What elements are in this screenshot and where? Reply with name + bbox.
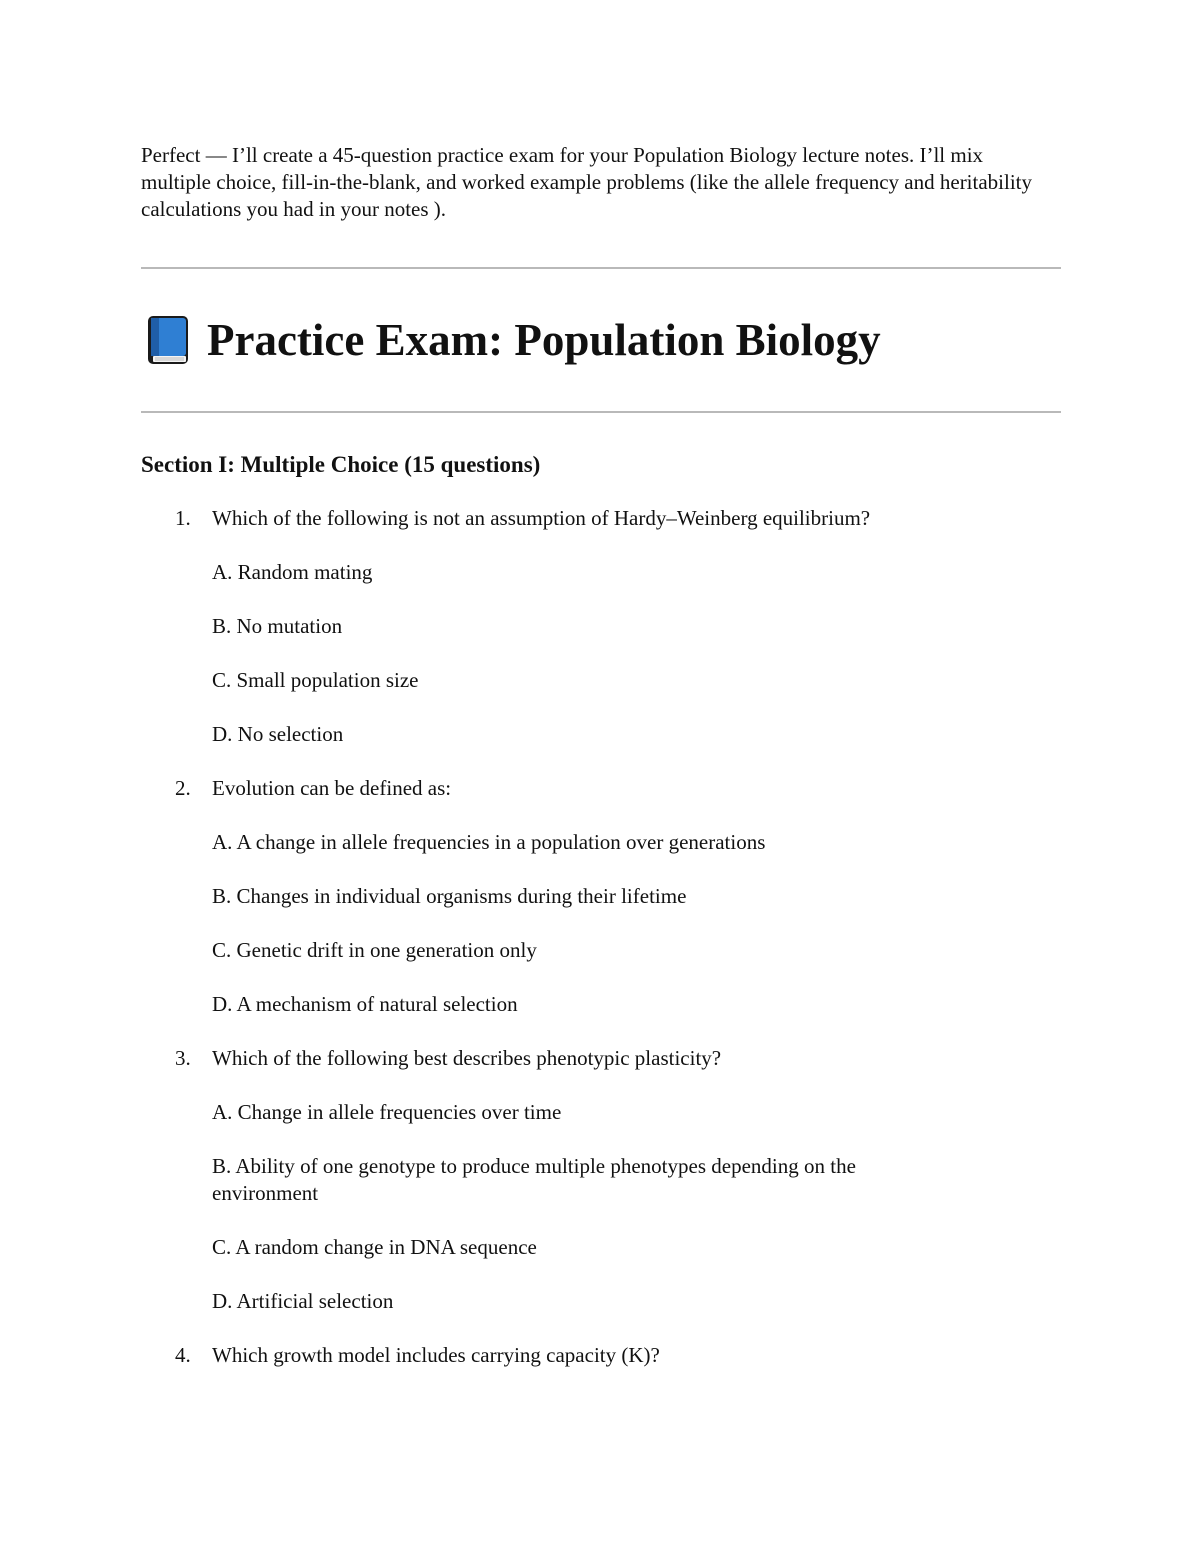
answer-option: C. A random change in DNA sequence — [212, 1235, 537, 1259]
question-item — [141, 1045, 1061, 1315]
divider — [141, 411, 1061, 413]
answer-option: D. No selection — [212, 722, 344, 746]
question-number: 2. — [175, 776, 191, 800]
question-text: Which of the following is not an assumption of Hardy–Weinberg equilibrium? — [212, 506, 871, 530]
answer-option: B. No mutation — [212, 614, 343, 638]
answer-option: C. Genetic drift in one generation only — [212, 938, 537, 962]
question-item — [141, 775, 1061, 1018]
question-number: 3. — [175, 1046, 191, 1070]
answer-option: B. Ability of one genotype to produce multiple phenotypes depending on the environment — [212, 1154, 856, 1205]
page-title: Practice Exam: Population Biology — [207, 315, 881, 365]
title-row — [141, 311, 1061, 369]
answer-option: C. Small population size — [212, 668, 419, 692]
section-heading: Section I: Multiple Choice (15 questions) — [141, 452, 541, 477]
answer-option: D. A mechanism of natural selection — [212, 992, 518, 1016]
answer-option: A. Change in allele frequencies over time — [212, 1100, 562, 1124]
question-text: Which of the following best describes phenotypic plasticity? — [212, 1046, 722, 1070]
divider — [141, 267, 1061, 269]
answer-option: A. Random mating — [212, 560, 373, 584]
question-number: 1. — [175, 506, 191, 530]
question-text: Which growth model includes carrying capacity (K)? — [212, 1343, 660, 1367]
question-item — [141, 1342, 1061, 1369]
document-page — [141, 142, 1061, 1369]
answer-option: B. Changes in individual organisms during their lifetime — [212, 884, 687, 908]
question-item — [141, 505, 1061, 748]
book-icon — [146, 314, 190, 366]
question-number: 4. — [175, 1343, 191, 1367]
intro-paragraph: Perfect — I’ll create a 45-question practice exam for your Population Biology lecture notes. I’ll mix multiple choice, fill-in-the-blank, and worked example problems (like the allele frequency and heritability calculations you had in your notes ). — [141, 143, 1033, 221]
question-text: Evolution can be defined as: — [212, 776, 452, 800]
answer-option: A. A change in allele frequencies in a population over generations — [212, 830, 766, 854]
question-list — [141, 505, 1061, 1369]
answer-option: D. Artificial selection — [212, 1289, 394, 1313]
